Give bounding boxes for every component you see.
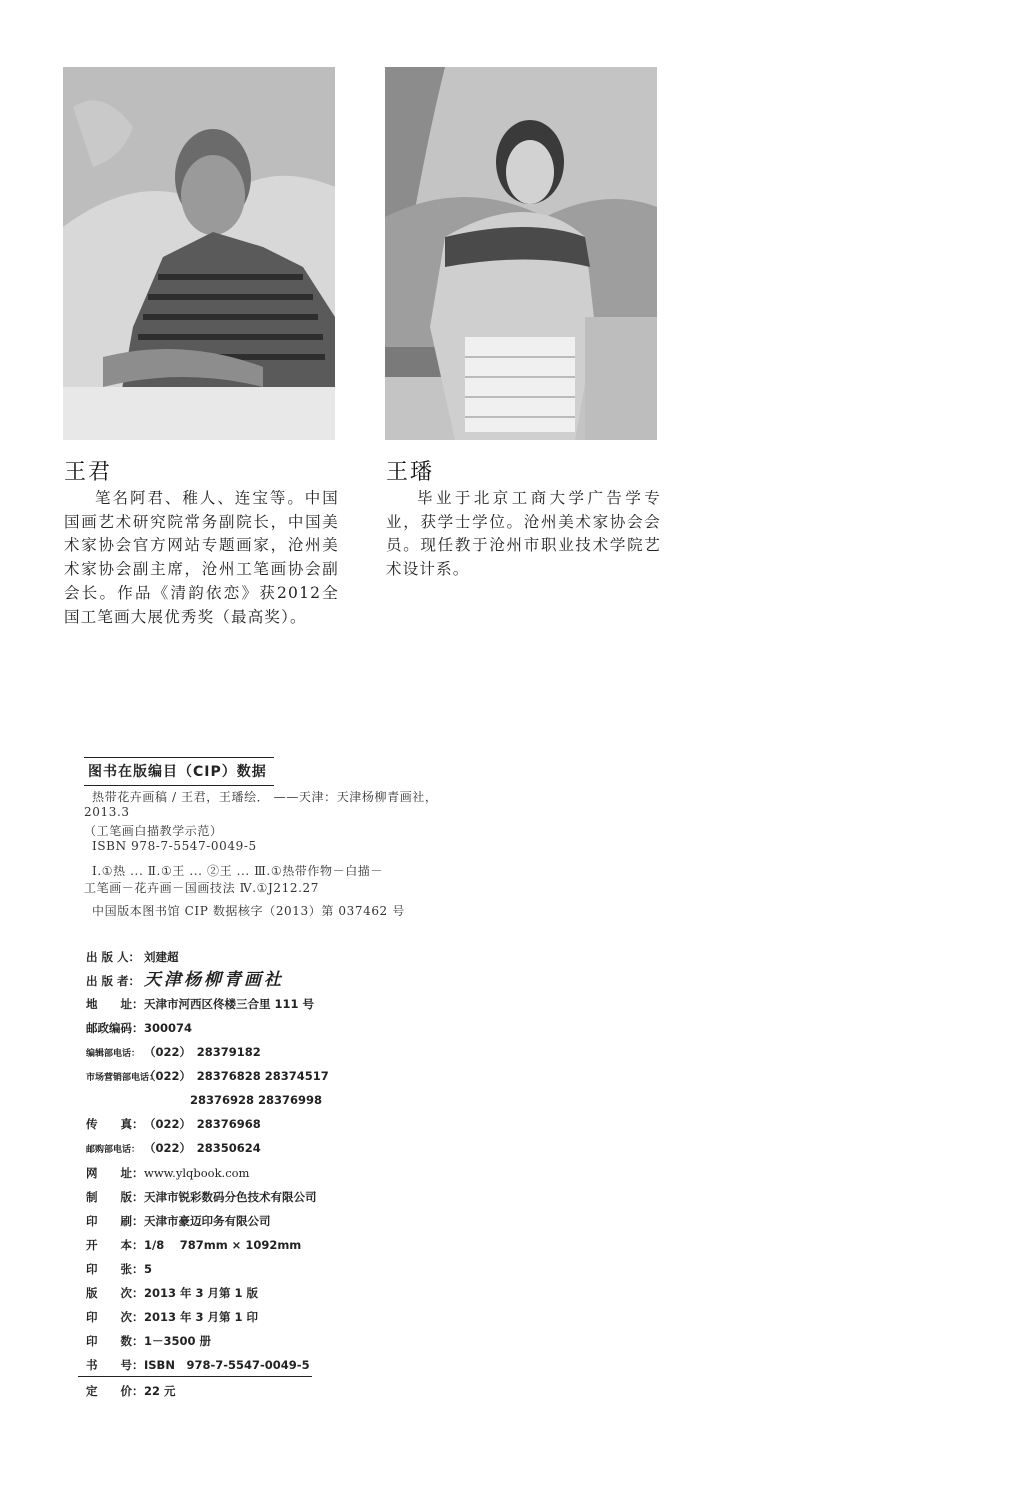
info-value: 天津市豪迈印务有限公司 bbox=[144, 1214, 271, 1228]
info-row-publisher-person bbox=[86, 947, 179, 967]
info-value: （022） 28379182 bbox=[144, 1045, 261, 1059]
info-value: 22 元 bbox=[144, 1384, 176, 1398]
info-row-format bbox=[86, 1235, 301, 1255]
info-label: 定 价： bbox=[86, 1384, 144, 1398]
info-label: 印 张： bbox=[86, 1262, 144, 1276]
info-value: 1－3500 册 bbox=[144, 1334, 212, 1348]
info-value: （022） 28376828 28374517 bbox=[144, 1069, 329, 1083]
info-row-price bbox=[86, 1381, 176, 1401]
info-label: 印 次： bbox=[86, 1310, 144, 1324]
author-photo-wang-jun bbox=[63, 67, 335, 440]
info-label: 版 次： bbox=[86, 1286, 144, 1300]
info-label: 制 版： bbox=[86, 1190, 144, 1204]
info-row-mailorder-phone bbox=[86, 1138, 261, 1158]
info-label: 市场营销部电话： bbox=[86, 1073, 159, 1083]
info-value: 天津市锐彩数码分色技术有限公司 bbox=[144, 1190, 317, 1204]
info-row-plate-making bbox=[86, 1187, 317, 1207]
info-value: ISBN 978-7-5547-0049-5 bbox=[144, 1358, 310, 1372]
info-label: 邮购部电话： bbox=[86, 1145, 141, 1155]
divider bbox=[78, 1376, 312, 1377]
info-row-marketing-phone bbox=[86, 1066, 329, 1086]
info-label: 邮政编码： bbox=[86, 1021, 144, 1035]
info-row-marketing-phone-cont bbox=[190, 1090, 322, 1110]
author-name-2: 王璠 bbox=[386, 460, 435, 485]
cip-line: Ⅰ.①热 ... Ⅱ.①王 ... ②王 ... Ⅲ.①热带作物－白描－ bbox=[92, 864, 384, 878]
info-label: 印 刷： bbox=[86, 1214, 144, 1228]
info-value: 天津市河西区佟楼三合里 111 号 bbox=[144, 997, 315, 1011]
info-label: 开 本： bbox=[86, 1238, 144, 1252]
website-link[interactable]: www.ylqbook.com bbox=[144, 1166, 250, 1180]
info-row-publisher bbox=[86, 970, 284, 990]
info-label: 传 真： bbox=[86, 1117, 144, 1131]
info-row-address bbox=[86, 994, 314, 1014]
info-value: 1/8 787mm × 1092mm bbox=[144, 1238, 302, 1252]
info-value: 刘建超 bbox=[144, 950, 179, 964]
info-value: 28376928 28376998 bbox=[190, 1093, 323, 1107]
info-label: 印 数： bbox=[86, 1334, 144, 1348]
info-row-printing bbox=[86, 1211, 271, 1231]
cip-line: ISBN 978-7-5547-0049-5 bbox=[92, 839, 257, 853]
info-row-edition bbox=[86, 1283, 258, 1303]
info-label: 出 版 者： bbox=[86, 974, 141, 988]
info-label: 出 版 人： bbox=[86, 950, 141, 964]
info-value: （022） 28376968 bbox=[144, 1117, 261, 1131]
info-label: 地 址： bbox=[86, 997, 144, 1011]
info-row-isbn bbox=[86, 1355, 310, 1375]
author-bio-2: 毕业于北京工商大学广告学专业，获学士学位。沧州美术家协会会员。现任教于沧州市职业技术学院艺术设计系。 bbox=[386, 489, 661, 579]
cip-line: 中国版本图书馆 CIP 数据核字（2013）第 037462 号 bbox=[92, 904, 405, 918]
info-row-sheets bbox=[86, 1259, 152, 1279]
cip-line: （工笔画白描教学示范） bbox=[84, 824, 223, 838]
info-row-editorial-phone bbox=[86, 1042, 261, 1062]
info-row-website bbox=[86, 1163, 249, 1183]
info-value: 2013 年 3 月第 1 版 bbox=[144, 1286, 259, 1300]
cip-line: 热带花卉画稿 / 王君，王璠绘． ——天津：天津杨柳青画社， bbox=[92, 790, 438, 804]
info-value: （022） 28350624 bbox=[144, 1141, 261, 1155]
author-name-1: 王君 bbox=[64, 460, 113, 485]
cip-header: 图书在版编目（CIP）数据 bbox=[84, 757, 274, 786]
cip-line: 2013.3 bbox=[84, 805, 130, 819]
author-bio-1: 笔名阿君、稚人、连宝等。中国国画艺术研究院常务副院长，中国美术家协会官方网站专题画家，沧州美术家协会副主席，沧州工笔画协会副会长。作品《清韵依恋》获2012全国工笔画大展优秀奖（最高奖）。 bbox=[64, 489, 339, 626]
info-label: 网 址： bbox=[86, 1166, 144, 1180]
publisher-logo: 天津杨柳青画社 bbox=[144, 970, 284, 990]
author-photo-wang-fan bbox=[385, 67, 657, 440]
info-row-fax bbox=[86, 1114, 261, 1134]
info-value: 2013 年 3 月第 1 印 bbox=[144, 1310, 259, 1324]
info-value: 5 bbox=[144, 1262, 153, 1276]
info-row-impression bbox=[86, 1307, 258, 1327]
info-row-print-run bbox=[86, 1331, 211, 1351]
cip-body bbox=[84, 788, 484, 919]
info-row-postcode bbox=[86, 1018, 192, 1038]
info-label: 书 号： bbox=[86, 1358, 144, 1372]
cip-line: 工笔画－花卉画－国画技法 Ⅳ.①J212.27 bbox=[84, 881, 319, 895]
info-value: 300074 bbox=[144, 1021, 193, 1035]
info-label: 编辑部电话： bbox=[86, 1049, 141, 1059]
